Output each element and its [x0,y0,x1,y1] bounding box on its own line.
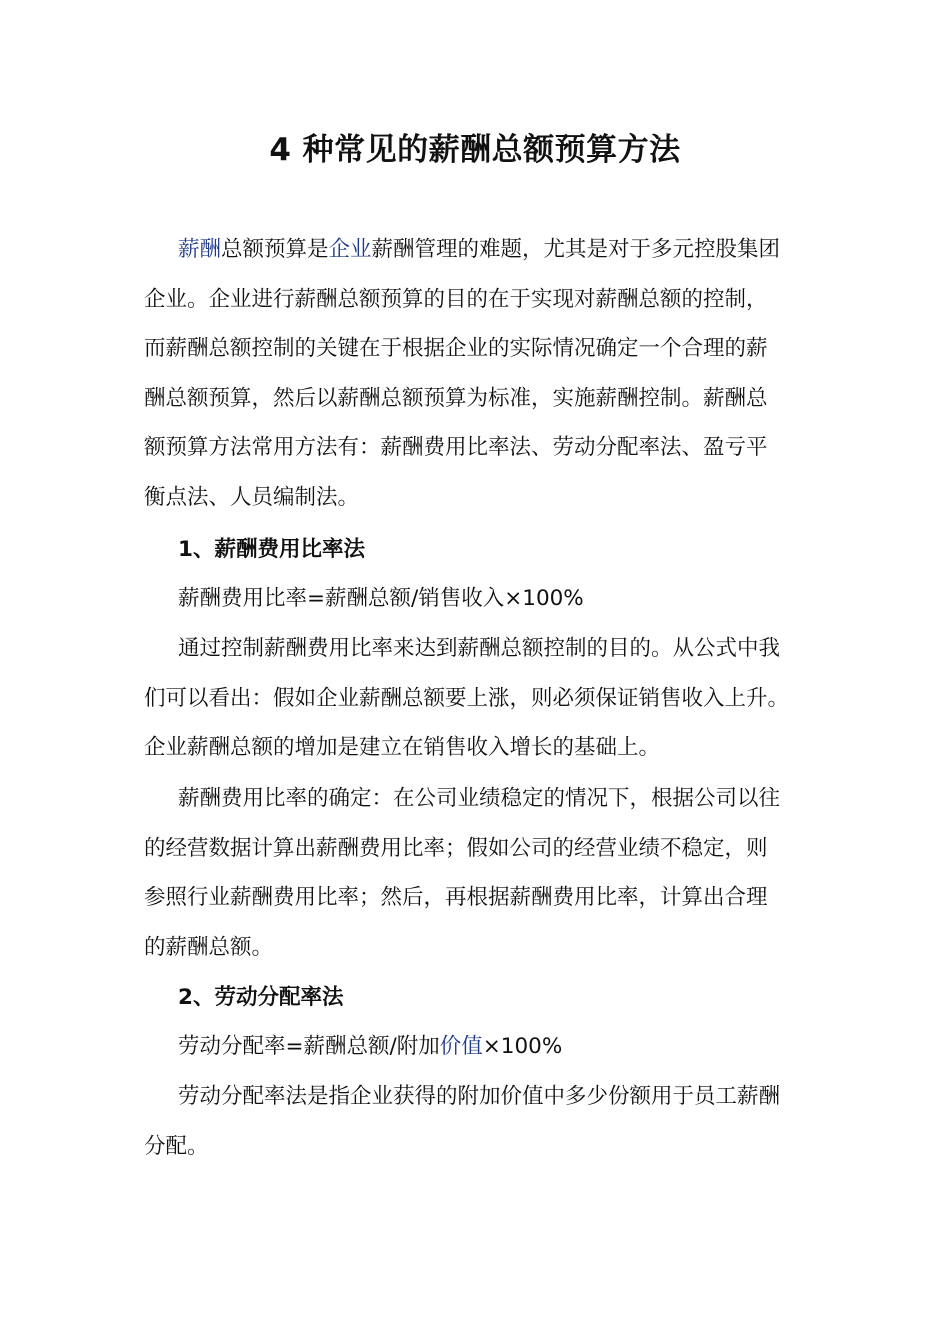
section-1-heading: 1、薪酬费用比率法 [178,537,365,562]
s1-p2-line-2: 的经营数据计算出薪酬费用比率；假如公司的经营业绩不稳定，则 [144,835,768,861]
intro-line-4: 酬总额预算，然后以薪酬总额预算为标准，实施薪酬控制。薪酬总 [144,385,768,411]
s2-formula-text-1: 劳动分配率=薪酬总额/附加 [178,1034,440,1059]
link-xinchou[interactable]: 薪酬 [178,237,222,262]
intro-line-5: 额预算方法常用方法有：薪酬费用比率法、劳动分配率法、盈亏平 [144,435,768,461]
document-title: 4 种常见的薪酬总额预算方法 [269,132,681,168]
intro-line-2: 企业。企业进行薪酬总额预算的目的在于实现对薪酬总额的控制， [144,286,768,312]
link-qiye[interactable]: 企业 [328,237,372,262]
section-1-paragraph-1 [144,624,809,773]
section-2-paragraph-1 [144,1072,809,1171]
s2-p1-line-2: 分配。 [144,1133,209,1159]
intro-text-2: 薪酬管理的难题，尤其是对于多元控股集团 [371,237,781,262]
link-jiazhi[interactable]: 价值 [439,1034,483,1059]
s1-p1-line-2: 们可以看出：假如企业薪酬总额要上涨，则必须保证销售收入上升。 [144,685,790,711]
intro-text-1: 总额预算是 [221,237,329,262]
section-2-formula [178,1022,562,1072]
section-1-paragraph-2 [144,774,809,972]
intro-line-1 [144,225,809,275]
s1-p2-line-1: 薪酬费用比率的确定：在公司业绩稳定的情况下，根据公司以往 [178,786,781,811]
intro-line-3: 而薪酬总额控制的关键在于根据企业的实际情况确定一个合理的薪 [144,336,768,362]
s2-p1-line-1: 劳动分配率法是指企业获得的附加价值中多少份额用于员工薪酬 [178,1084,781,1109]
s1-p2-line-3: 参照行业薪酬费用比率；然后，再根据薪酬费用比率，计算出合理 [144,885,768,911]
intro-paragraph [144,225,809,523]
s1-p1-line-1: 通过控制薪酬费用比率来达到薪酬总额控制的目的。从公式中我 [178,636,781,661]
section-2-heading: 2、劳动分配率法 [178,985,344,1010]
section-1-formula: 薪酬费用比率=薪酬总额/销售收入×100% [178,586,584,611]
s2-formula-text-2: ×100% [482,1034,563,1059]
s1-p1-line-3: 企业薪酬总额的增加是建立在销售收入增长的基础上。 [144,735,661,761]
s1-p2-line-4: 的薪酬总额。 [144,934,274,960]
intro-line-6: 衡点法、人员编制法。 [144,484,360,510]
